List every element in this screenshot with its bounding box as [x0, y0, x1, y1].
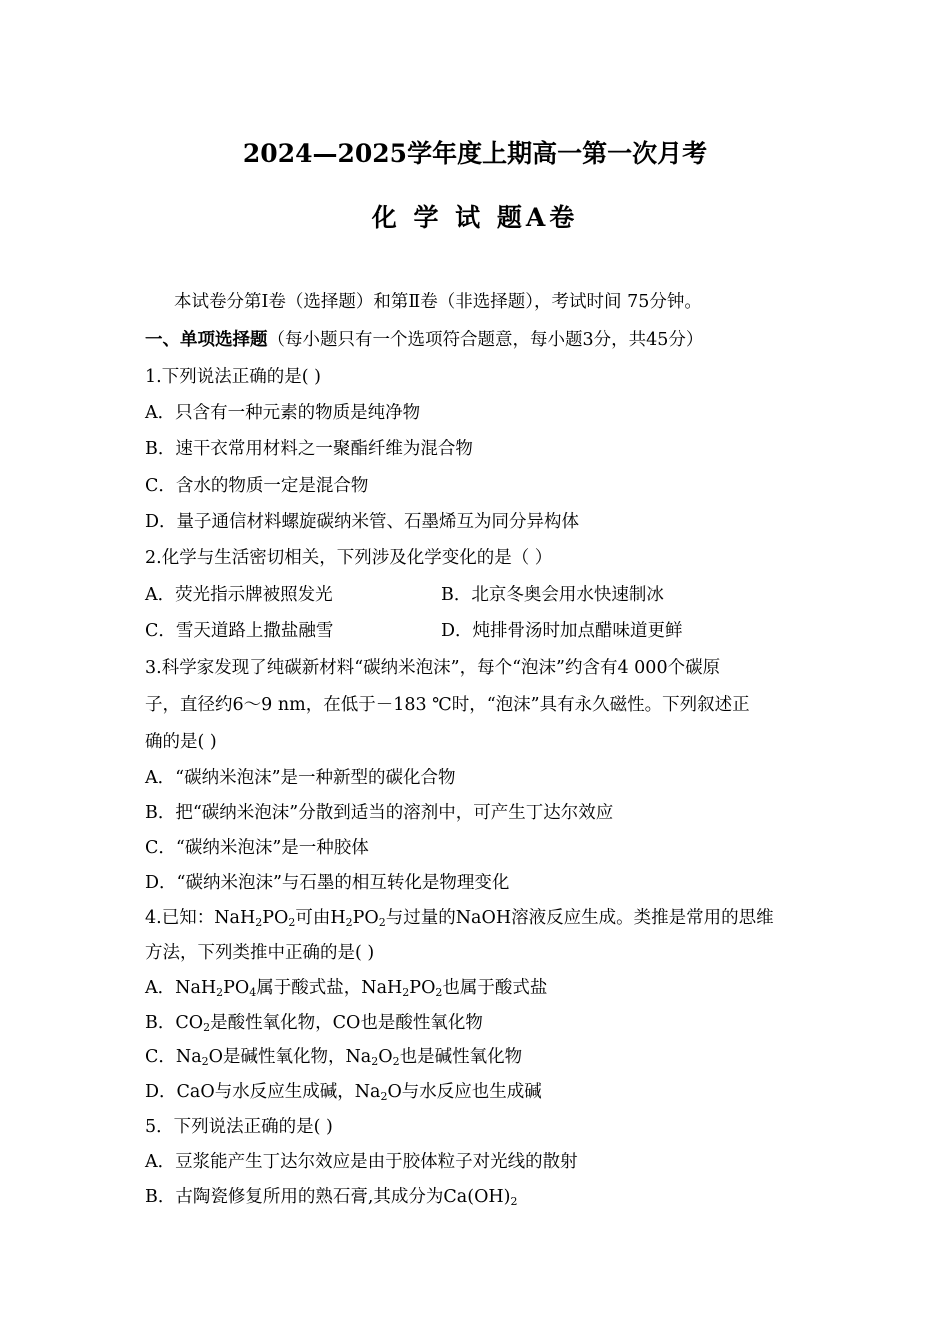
- subscript: 2: [201, 1055, 209, 1068]
- q4-option-d: [145, 1080, 815, 1104]
- q4-a-part: PO: [223, 978, 250, 998]
- q4-a-part: PO: [409, 978, 436, 998]
- section-title: 一、单项选择题: [145, 330, 268, 350]
- q4-c-part: O: [378, 1047, 393, 1067]
- q4-stem-part: 4.已知：NaH: [145, 908, 256, 928]
- q4-a-part: 属于酸式盐，NaH: [256, 978, 403, 998]
- q2-option-d: D．炖排骨汤时加点醋味道更鲜: [441, 621, 683, 641]
- q1-option-a: A．只含有一种元素的物质是纯净物: [145, 403, 421, 423]
- q3-stem-line-3: 确的是( ): [145, 732, 217, 752]
- subscript: 2: [380, 1090, 388, 1103]
- subscript: 2: [510, 1195, 518, 1208]
- q1-option-d: D．量子通信材料螺旋碳纳米管、石墨烯互为同分异构体: [145, 512, 580, 532]
- q3-stem-line-1: 3.科学家发现了纯碳新材料“碳纳米泡沫”，每个“泡沫”约含有4 000个碳原: [145, 658, 721, 678]
- q4-option-c: [145, 1045, 815, 1069]
- q4-c-part: 也是碱性氧化物: [399, 1047, 523, 1067]
- q2-option-c: C．雪天道路上撒盐融雪: [145, 621, 334, 641]
- q4-c-part: C．Na: [145, 1047, 202, 1067]
- q1-stem: 1.下列说法正确的是( ): [145, 367, 321, 387]
- q4-b-part: 是酸性氧化物，CO也是酸性氧化物: [210, 1013, 483, 1033]
- q2-option-a: A．荧光指示牌被照发光: [145, 585, 333, 605]
- q3-option-a: A．“碳纳米泡沫”是一种新型的碳化合物: [145, 768, 456, 788]
- subscript: 2: [402, 986, 410, 999]
- q4-b-part: B．CO: [145, 1013, 204, 1033]
- subscript: 2: [255, 916, 263, 929]
- q3-option-b: B．把“碳纳米泡沫”分散到适当的溶剂中，可产生丁达尔效应: [145, 803, 614, 823]
- section-note: （每小题只有一个选项符合题意，每小题3分，共45分）: [267, 330, 704, 350]
- q4-stem-part: 与过量的NaOH溶液反应生成。类推是常用的思维: [385, 908, 774, 928]
- q5-stem: 5．下列说法正确的是( ): [145, 1117, 333, 1137]
- subscript: 4: [249, 986, 257, 999]
- q4-stem-part: PO: [352, 908, 379, 928]
- subscript: 2: [345, 916, 353, 929]
- subscript: 2: [216, 986, 224, 999]
- subscript: 2: [435, 986, 443, 999]
- q5-option-b: [145, 1185, 815, 1209]
- subscript: 2: [392, 1055, 400, 1068]
- subscript: 2: [378, 916, 386, 929]
- q4-option-a: [145, 976, 815, 1000]
- section-heading: [145, 328, 815, 352]
- q4-stem-part: 可由H: [295, 908, 346, 928]
- q4-stem-line-1: [145, 906, 815, 930]
- q2-row-2: [145, 619, 815, 643]
- q2-stem: 2.化学与生活密切相关，下列涉及化学变化的是（ ）: [145, 548, 553, 568]
- intro-text: 本试卷分第Ⅰ卷（选择题）和第Ⅱ卷（非选择题），考试时间 75分钟。: [174, 292, 702, 312]
- q4-option-b: [145, 1011, 815, 1035]
- q4-d-part: O与水反应也生成碱: [387, 1082, 542, 1102]
- subscript: 2: [203, 1021, 211, 1034]
- q5-option-a: A．豆浆能产生丁达尔效应是由于胶体粒子对光线的散射: [145, 1152, 578, 1172]
- q4-c-part: O是碱性氧化物，Na: [208, 1047, 372, 1067]
- exam-title: 2024—2025学年度上期高一第一次月考: [242, 139, 708, 168]
- q3-option-d: D．“碳纳米泡沫”与石墨的相互转化是物理变化: [145, 873, 510, 893]
- q5-b-part: B．古陶瓷修复所用的熟石膏,其成分为Ca(OH): [145, 1187, 511, 1207]
- q4-a-part: A．NaH: [145, 978, 217, 998]
- subscript: 2: [371, 1055, 379, 1068]
- q4-stem-line-2: 方法，下列类推中正确的是( ): [145, 943, 375, 963]
- q1-option-c: C．含水的物质一定是混合物: [145, 476, 369, 496]
- subscript: 2: [288, 916, 296, 929]
- q4-d-part: D．CaO与水反应生成碱，Na: [145, 1082, 381, 1102]
- q3-option-c: C．“碳纳米泡沫”是一种胶体: [145, 838, 369, 858]
- q1-option-b: B．速干衣常用材料之一聚酯纤维为混合物: [145, 439, 473, 459]
- q3-stem-line-2: 子，直径约6～9 nm，在低于－183 ℃时，“泡沫”具有永久磁性。下列叙述正: [145, 695, 750, 715]
- q4-a-part: 也属于酸式盐: [442, 978, 548, 998]
- q4-stem-part: PO: [262, 908, 289, 928]
- q2-option-b: B．北京冬奥会用水快速制冰: [441, 585, 664, 605]
- exam-subtitle: 化 学 试 题A卷: [371, 203, 579, 232]
- q2-row-1: [145, 583, 815, 607]
